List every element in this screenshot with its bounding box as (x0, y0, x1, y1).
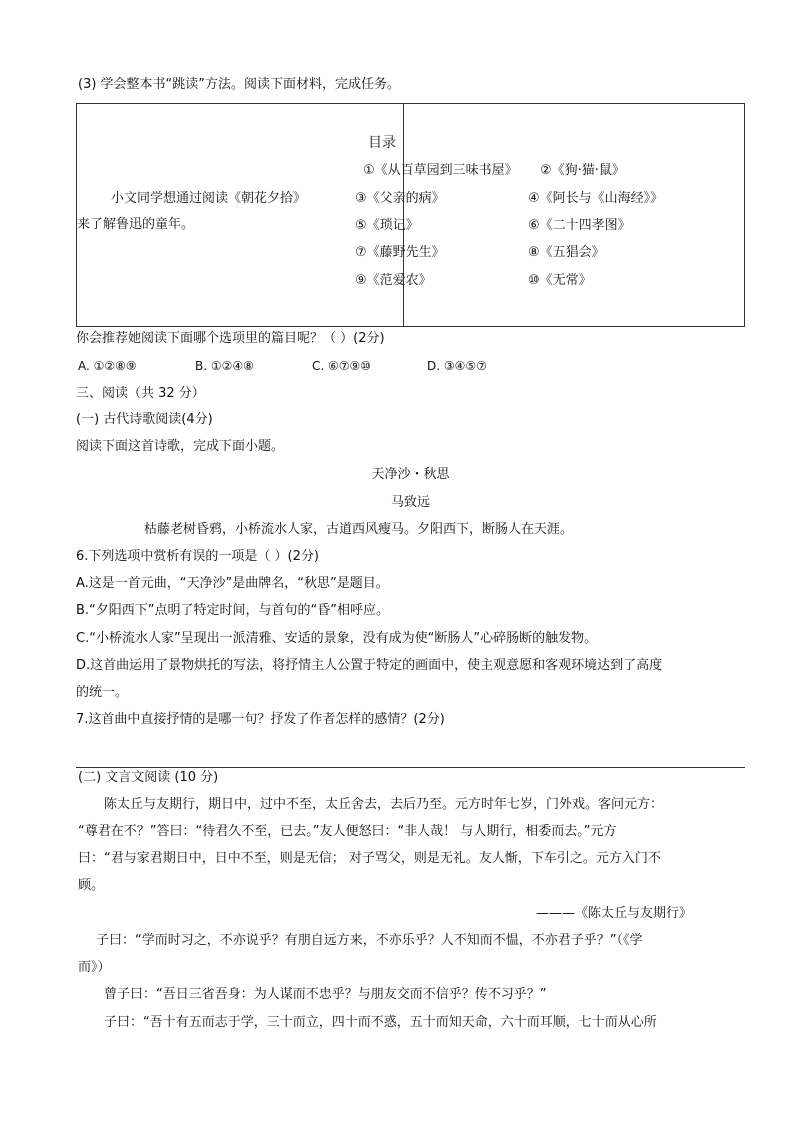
table-divider (403, 104, 404, 326)
material-text-line1: 小文同学想通过阅读《朝花夕拾》 (111, 191, 307, 206)
material-table (76, 103, 745, 327)
toc-item-6: ⑥《二十四孝图》 (528, 218, 631, 233)
section-divider (76, 767, 745, 768)
recommend-question: 你会推荐她阅读下面哪个选项里的篇目呢？（ ）(2分) (76, 331, 385, 346)
toc-item-4: ④《阿长与《山海经》》 (528, 191, 664, 206)
toc-item-5: ⑤《琐记》 (355, 218, 419, 233)
poem-author: 马致远 (390, 495, 430, 510)
toc-item-3: ③《父亲的病》 (355, 191, 445, 206)
toc-title: 目录 (368, 135, 396, 151)
q6-option-d: D.这首曲运用了景物烘托的写法，将抒情主人公置于特定的画面中，使主观意愿和客观环境达到了高度 (76, 658, 663, 673)
question-6: 6.下列选项中赏析有误的一项是（ ）(2分) (76, 549, 319, 564)
poem-instruction: 阅读下面这首诗歌，完成下面小题。 (76, 439, 285, 454)
option-c: C. ⑥⑦⑨⑩ (312, 359, 372, 373)
toc-item-10: ⑩《无常》 (528, 273, 592, 288)
subsection-2-heading: (二) 文言文阅读 (10 分) (78, 770, 219, 785)
toc-item-1: ①《从百草园到三味书屋》 (363, 163, 518, 178)
passage-line-3: 曰：“君与家君期日中，日中不至，则是无信； 对子骂父，则是无礼。友人惭，下车引之。元方入门不 (78, 851, 661, 866)
q6-option-d-cont: 的统一。 (76, 685, 129, 700)
material-text-line2: 来了解鲁迅的童年。 (77, 217, 195, 232)
poem-title: 天净沙・秋思 (371, 467, 450, 482)
q6-option-b: B.“夕阳西下”点明了特定时间，与首句的“昏”相呼应。 (76, 603, 389, 618)
option-a: A. ①②⑧⑨ (78, 359, 137, 373)
q6-option-a: A.这是一首元曲，“天净沙”是曲牌名，“秋思”是题目。 (76, 576, 389, 591)
passage-source: ———《陈太丘与友期行》 (536, 906, 693, 921)
passage-line-2: “尊君在不？”答曰：“待君久不至，已去。”友人便怒曰：“非人哉！ 与人期行，相委而去。”元方 (78, 824, 617, 839)
toc-item-7: ⑦《藤野先生》 (355, 245, 445, 260)
analects-line-2: 而》） (78, 960, 111, 975)
q6-option-c: C.“小桥流水人家”呈现出一派清雅、安适的景象，没有成为使“断肠人”心碎肠断的触发物。 (76, 631, 598, 646)
question-3-intro: (3) 学会整本书“跳读”方法。阅读下面材料，完成任务。 (78, 77, 401, 92)
option-d: D. ③④⑤⑦ (427, 359, 487, 373)
poem-text: 枯藤老树昏鸦，小桥流水人家，古道西风瘦马。夕阳西下，断肠人在天涯。 (144, 522, 574, 537)
analects-line-4: 子曰：“吾十有五而志于学，三十而立，四十而不惑，五十而知天命，六十而耳顺，七十而从心所 (104, 1015, 657, 1030)
question-7: 7.这首曲中直接抒情的是哪一句？抒发了作者怎样的感情？(2分) (76, 712, 445, 727)
toc-item-8: ⑧《五猖会》 (528, 245, 605, 260)
subsection-1-heading: (一) 古代诗歌阅读(4分) (76, 412, 213, 427)
option-b: B. ①②④⑧ (195, 359, 254, 373)
analects-line-3: 曾子曰：“吾日三省吾身：为人谋而不忠乎？与朋友交而不信乎？传不习乎？” (104, 987, 547, 1002)
toc-item-2: ②《狗·猫·鼠》 (540, 163, 625, 178)
passage-line-1: 陈太丘与友期行，期日中，过中不至，太丘舍去，去后乃至。元方时年七岁，门外戏。客问元方： (104, 797, 664, 812)
toc-item-9: ⑨《范爱农》 (355, 273, 432, 288)
analects-line-1: 子曰：“学而时习之，不亦说乎？有朋自远方来，不亦乐乎？人不知而不愠，不亦君子乎？”（《学 (96, 933, 643, 948)
section-3-heading: 三、阅读（共 32 分） (76, 386, 205, 401)
passage-line-4: 顾。 (78, 878, 105, 893)
